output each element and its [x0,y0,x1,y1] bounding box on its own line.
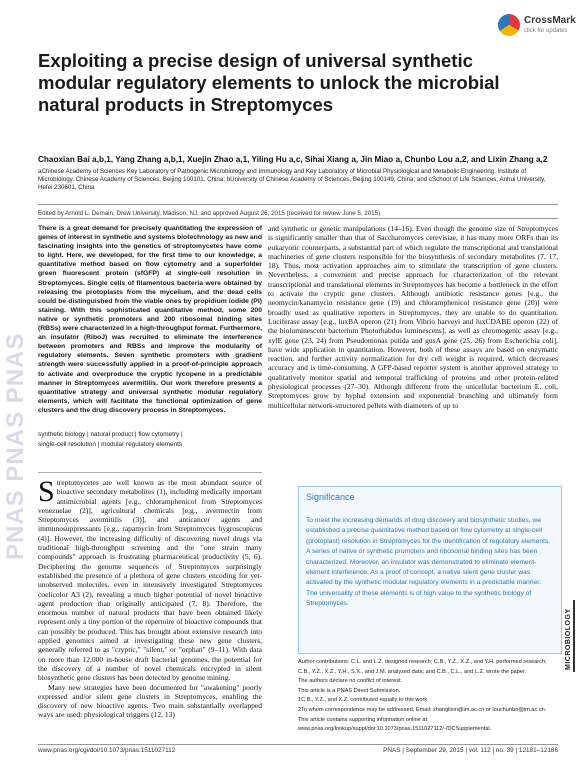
body-paragraph: treptomycetes are well known as the most abundant source of bioactive secondary metabolites (1), including medically important antimicrobial agents [e.g., chloramphenicol from Streptomyces venezuelae (2)], agricultural chemicals [e.g., avermectin from Streptomyces avermitilis (3)], and anticancer agents and immunosuppressants [e.g., rapamycin from Streptomyces hygroscopicus (4)]. However, the increasing difficulty of discovering novel drugs via traditional high-throughput screening and the "one strain many compounds" approach is frustrating pharmaceutical productivity (5, 6). Deciphering the genome sequences of Streptomyces surprisingly established the presence of a plethora of gene clusters encoding for yet-unobserved molecules, even in intensively investigated Streptomyces coelicolor A3 (2), revealing a much higher potential of novel bioactive agent production than originally anticipated (7, 8). Therefore, the enormous number of natural products that have been obtained likely represent only a tiny portion of the repertoire of bioactive compounds that can possibly be produced. This has brought about extensive research into applied genomics aimed at investigating these new gene clusters, generally referred to as "cryptic," "silent," or "orphan" (9–11). With data on more than 12,000 in-house draft bacterial genomes, the potential for the discovery of a number of novel chemicals encrypted in silent biosynthetic gene clusters has been detected by genome mining. [38,478,262,683]
pnas-watermark-text: PNAS PNAS PNAS [2,332,29,560]
crossmark-sub: click for updates [524,28,568,34]
edited-by: Edited by Arnold L. Demain, Drew University, Madison, NJ, and approved August 26, 2015 (received for review June 5, 2015) [38,210,381,217]
footnote: 2To whom correspondence may be addressed. Email: zhanglixin@im.ac.cn or louchunbo@im.ac.cn. [298,706,547,713]
page-footer [38,747,558,754]
divider [38,472,262,473]
doi-link[interactable]: www.pnas.org/cgi/doi/10.1073/pnas.1511027112 [38,747,176,754]
body-paragraph: Many new strategies have been documented for "awakening" poorly expressed and/or silent gene clusters in Streptomyces, enabling the discovery of new bioactive agents. Two main substantially overlapped ways are used: physiological triggers (12, 13) [38,682,262,720]
divider [38,218,558,219]
section-label: MICROBIOLOGY [565,608,572,670]
keyword-list: synthetic biology | natural product | flow cytometry | single-cell resolution | modular regulatory elements [38,431,183,448]
footnote: This article contains supporting information online at www.pnas.org/lookup/suppl/doi:10.1073/pnas.1511027112/-/DCSupplemental. [298,716,492,733]
keyword: natural product [90,431,134,438]
body-text-right: and synthetic or genetic manipulations (14–16). Even though the genome size of Streptomyces is significantly smaller than that of Saccharomyces cerevisiae, it has many more ORFs than its eukaryotic counterparts, a substantial part of which regulate the transcriptional and translational machineries of gene clusters responsible for the biosynthesis of secondary metabolites (7, 17, 18). Thus, most activation approaches aim to stimulate the transcription of gene clusters. Nevertheless, a convenient and precise approach for characterization of the relevant transcriptional and translational elements in Streptomyces has become a bottleneck in the effort to activate the cryptic gene clusters. Although antibiotic resistance genes [e.g., the neomycin/kanamycin resistance gene (19) and chloramphenicol resistance gene (20)] were broadly used as qualitative reporters in Streptomyces, they are unable to do quantitation. Luciferase assay [e.g., luxBA operon (21) from Vibrio harveyi and luxCDABE operon (22) of the bioluminescent bacterium Photorhabdus luminescens], as well as chromogenic assay [e.g., xylE gene (23, 24) from Pseudomonas putida and gusA gene (25, 26) from Escherichia coli], have wide application in quantitation. However, both of these assays are based on enzymatic reaction, and further activity normalization for dry cell weight is required, which decreases accuracy and is time-consuming. A GFP-based reporter system is another approved strategy to qualitatively monitor spatial and temporal trafficking of proteins and other protein-related physiological processes (27–30). Although different from the unicellular bacterium E. coli, Streptomyces grow by hyphal extension and exponential branching and ultimately form multicellular network-structured pellets with diameters of up to [268,224,558,410]
author-list: Chaoxian Bai a,b,1, Yang Zhang a,b,1, Xuejin Zhao a,1, Yiling Hu a,c, Sihai Xiang a, Jin Miao a, Chunbo Lou a,2, and Lixin Zhang a,2 [38,155,548,164]
footnotes [298,658,560,735]
footnote: The authors declare no conflict of interest. [298,678,403,685]
body-text-left [38,475,262,720]
pnas-side-watermark [0,80,29,560]
crossmark-label: CrossMark [524,15,576,26]
section-side-tab [562,600,580,672]
drop-cap: S [38,475,55,508]
side-bar [573,600,575,672]
footnote: 1C.B., Y.Z., and X.Z. contributed equally to this work. [298,697,429,704]
crossmark-icon [498,14,520,36]
keyword: modular regulatory elements [101,441,183,448]
journal-meta: PNAS | September 29, 2015 | vol. 112 | no. 39 | 12181–12186 [383,747,558,754]
footnote: Author contributions: C.L. and L.Z. designed research; C.B., Y.Z., X.Z., and Y.H. performed research; C.B., Y.Z., X.Z., Y.H., S.X., and J.M. analyzed data; and C.B., C.L., and L.Z. wrote the paper. [298,659,547,675]
abstract: There is a great demand for precisely quantitating the expression of genes of interest in synthetic and systems biotechnology as new and fascinating insights into the genetics of streptomycetes have come to light. Here, we developed, for the first time to our knowledge, a quantitative method based on flow cytometry and a superfolder green fluorescent protein (sfGFP) at single-cell resolution in Streptomyces. Single cells of filamentous bacteria were obtained by releasing the protoplasts from the mycelium, and the dead cells could be distinguished from the viable ones by propidium iodide (PI) staining. With this sophisticated quantitative method, some 200 native or synthetic promoters and 200 ribosomal binding sites (RBSs) were characterized in a high-throughput format. Furthermore, an insulator (RiboJ) was recruited to eliminate the interference between promoters and RBSs and improve the modularity of regulatory elements. Seven synthetic promoters with gradient strength were successfully applied in a proof-of-principle approach to activate and overproduce the cryptic lycopene in a predictable manner in Streptomyces avermitilis. Our work therefore presents a quantitative strategy and universal synthetic modular regulatory elements, which will facilitate the functional optimization of gene clusters and the drug discovery process in Streptomyces. [38,225,262,414]
keyword: single-cell resolution [38,441,96,448]
divider [38,744,558,745]
keyword: synthetic biology [38,431,86,438]
affiliations: aChinese Academy of Sciences Key Laboratory of Pathogenic Microbiology and Immunology and Key Laboratory of Microbial Physiological and Metabolic Engineering, Institute of Microbiology, Chinese Academy of Sciences, Beijing 100101, China; bUniversity of Chinese Academy of Sciences, Beijing 100149, China; and cSchool of Life Sciences, Anhui University, Hefei 230601, China [38,168,546,191]
crossmark-badge[interactable] [498,12,574,42]
article-title: Exploiting a precise design of universal synthetic modular regulatory elements to unlock the microbial natural products in Streptomyces [38,50,500,115]
significance-title: Significance [306,492,355,502]
footnote: This article is a PNAS Direct Submission. [298,687,401,694]
significance-text: To meet the increasing demands of drug discovery and biosynthetic studies, we established a precise quantitative method based on flow cytometry at single-cell (protoplast) resolution in Streptomyces for the identification of regulatory elements. A series of native or synthetic promoters and ribosomal binding sites has been characterized. Moreover, an insulator was demonstrated to eliminate element-element interference. As a proof of concept, a native silent gene cluster was activated by the synthetic modular regulatory elements in a predictable manner. The universality of these elements is of high value to the synthetic biology of Streptomyces. [306,517,551,608]
divider [38,204,558,205]
keyword: flow cytometry [138,431,180,438]
